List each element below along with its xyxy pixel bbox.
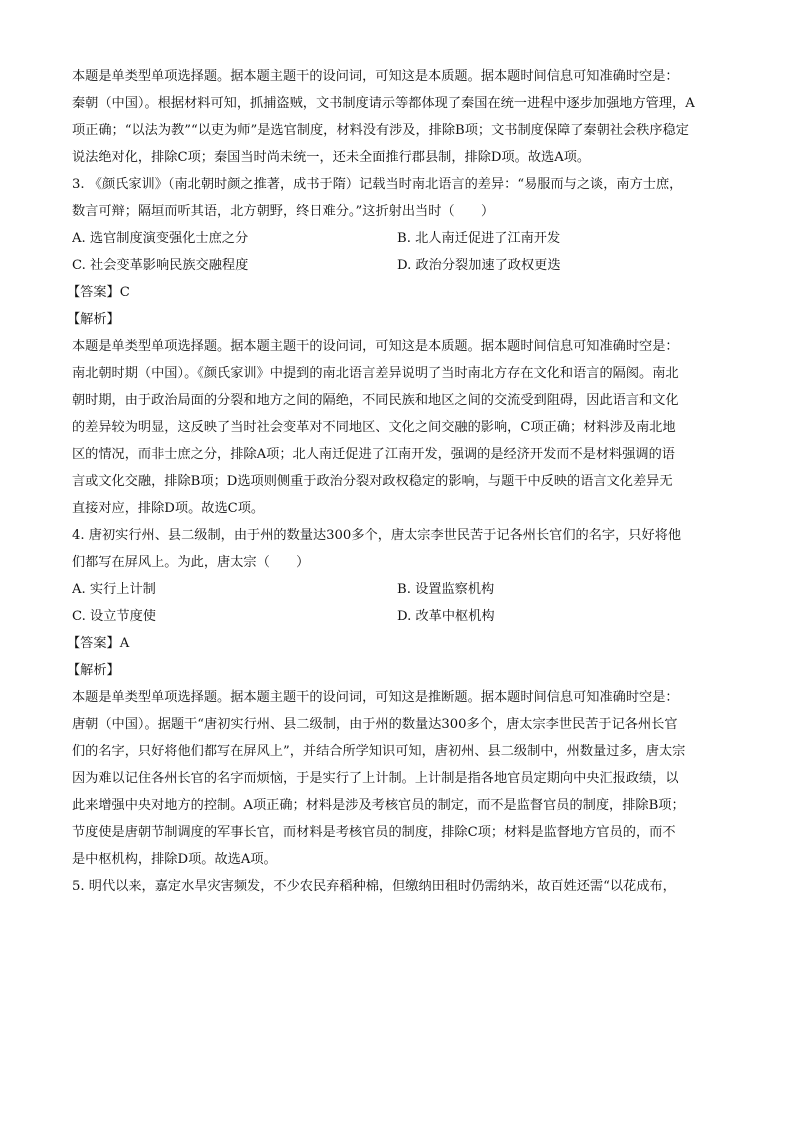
options-row bbox=[72, 225, 722, 252]
answer-label: 【答案】C bbox=[67, 285, 130, 300]
question-stem-line: 3. 《颜氏家训》（南北朝时颜之推著，成书于隋）记载当时南北语言的差异：“易服而与之谈，南方士庶， bbox=[72, 177, 683, 192]
analysis-line: 们的名字，只好将他们都写在屏风上”，并结合所学知识可知，唐初州、县二级制中，州数量过多，唐太宗 bbox=[72, 744, 686, 759]
question-4 bbox=[67, 522, 722, 873]
answer-label: 【答案】A bbox=[67, 636, 130, 651]
option-a: A. 实行上计制 bbox=[72, 582, 156, 597]
analysis-line: 本题是单类型单项选择题。据本题主题干的设问词，可知这是本质题。据本题时间信息可知准确时空是： bbox=[72, 339, 679, 354]
analysis-line: 节度使是唐朝节制调度的军事长官，而材料是考核官员的制度，排除C项；材料是监督地方官员的，而不 bbox=[72, 825, 676, 840]
option-d: D. 改革中枢机构 bbox=[397, 609, 495, 624]
option-d: D. 政治分裂加速了政权更迭 bbox=[397, 258, 561, 273]
analysis-label: 【解析】 bbox=[67, 663, 120, 678]
analysis-line: 的差异较为明显，这反映了当时社会变革对不同地区、文化之间交融的影响，C项正确；材料涉及南北地 bbox=[72, 420, 676, 435]
analysis-line: 直接对应，排除D项。故选C项。 bbox=[72, 501, 265, 516]
option-a: A. 选官制度演变强化士庶之分 bbox=[72, 231, 249, 246]
analysis-line: 此来增强中央对地方的控制。A项正确；材料是涉及考核官员的制定，而不是监督官员的制度，排除B项； bbox=[72, 798, 685, 813]
question-5 bbox=[72, 873, 722, 900]
options-row bbox=[72, 576, 722, 603]
option-b: B. 设置监察机构 bbox=[397, 582, 495, 597]
question-stem-line: 5. 明代以来，嘉定水旱灾害频发，不少农民弃稻种棉，但缴纳田租时仍需纳米，故百姓还需“以花成布， bbox=[72, 879, 676, 894]
analysis-line: 区的情况，而非士庶之分，排除A项；北人南迁促进了江南开发，强调的是经济开发而不是材料强调的语 bbox=[72, 447, 675, 462]
analysis-line: 是中枢机构，排除D项。故选A项。 bbox=[72, 852, 277, 867]
option-c: C. 设立节度使 bbox=[72, 609, 156, 624]
question-stem-line: 4. 唐初实行州、县二级制，由于州的数量达300多个，唐太宗李世民苦于记各州长官们的名字，只好将他 bbox=[72, 528, 682, 543]
document-content bbox=[67, 63, 722, 900]
analysis-line: 本题是单类型单项选择题。据本题主题干的设问词，可知这是推断题。据本题时间信息可知准确时空是： bbox=[72, 690, 679, 705]
analysis-label: 【解析】 bbox=[67, 312, 120, 327]
option-c: C. 社会变革影响民族交融程度 bbox=[72, 258, 249, 273]
analysis-line: 言或文化交融，排除B项；D选项则侧重于政治分裂对政权稳定的影响，与题干中反映的语言文化差异无 bbox=[72, 474, 673, 489]
analysis-line: 本题是单类型单项选择题。据本题主题干的设问词，可知这是本质题。据本题时间信息可知准确时空是： bbox=[72, 69, 679, 84]
question-3 bbox=[67, 171, 722, 522]
analysis-line: 因为难以记住各州长官的名字而烦恼，于是实行了上计制。上计制是指各地官员定期向中央汇报政绩，以 bbox=[72, 771, 679, 786]
question-stem-line: 数言可辩；隔垣而听其语，北方朝野，终日难分。”这折射出当时（ ） bbox=[72, 204, 495, 219]
analysis-line: 唐朝（中国）。据题干“唐初实行州、县二级制，由于州的数量达300多个，唐太宗李世民苦于记各州长官 bbox=[72, 717, 678, 732]
analysis-block-q2 bbox=[72, 63, 722, 171]
analysis-line: 项正确；“以法为教”“以吏为师”是选官制度，材料没有涉及，排除B项；文书制度保障了秦朝社会秩序稳定 bbox=[72, 123, 689, 138]
analysis-line: 南北朝时期（中国）。《颜氏家训》中提到的南北语言差异说明了当时南北方存在文化和语言的隔阂。南北 bbox=[72, 366, 679, 381]
question-stem-line: 们都写在屏风上。为此，唐太宗（ ） bbox=[72, 555, 310, 570]
options-row bbox=[72, 603, 722, 630]
option-b: B. 北人南迁促进了江南开发 bbox=[397, 231, 561, 246]
analysis-line: 朝时期，由于政治局面的分裂和地方之间的隔绝，不同民族和地区之间的交流受到阻碍，因此语言和文化 bbox=[72, 393, 679, 408]
options-row bbox=[72, 252, 722, 279]
analysis-line: 说法绝对化，排除C项；秦国当时尚未统一，还未全面推行郡县制，排除D项。故选A项。 bbox=[72, 150, 591, 165]
analysis-line: 秦朝（中国）。根据材料可知，抓捕盗贼，文书制度请示等都体现了秦国在统一进程中逐步加强地方管理，A bbox=[72, 96, 695, 111]
